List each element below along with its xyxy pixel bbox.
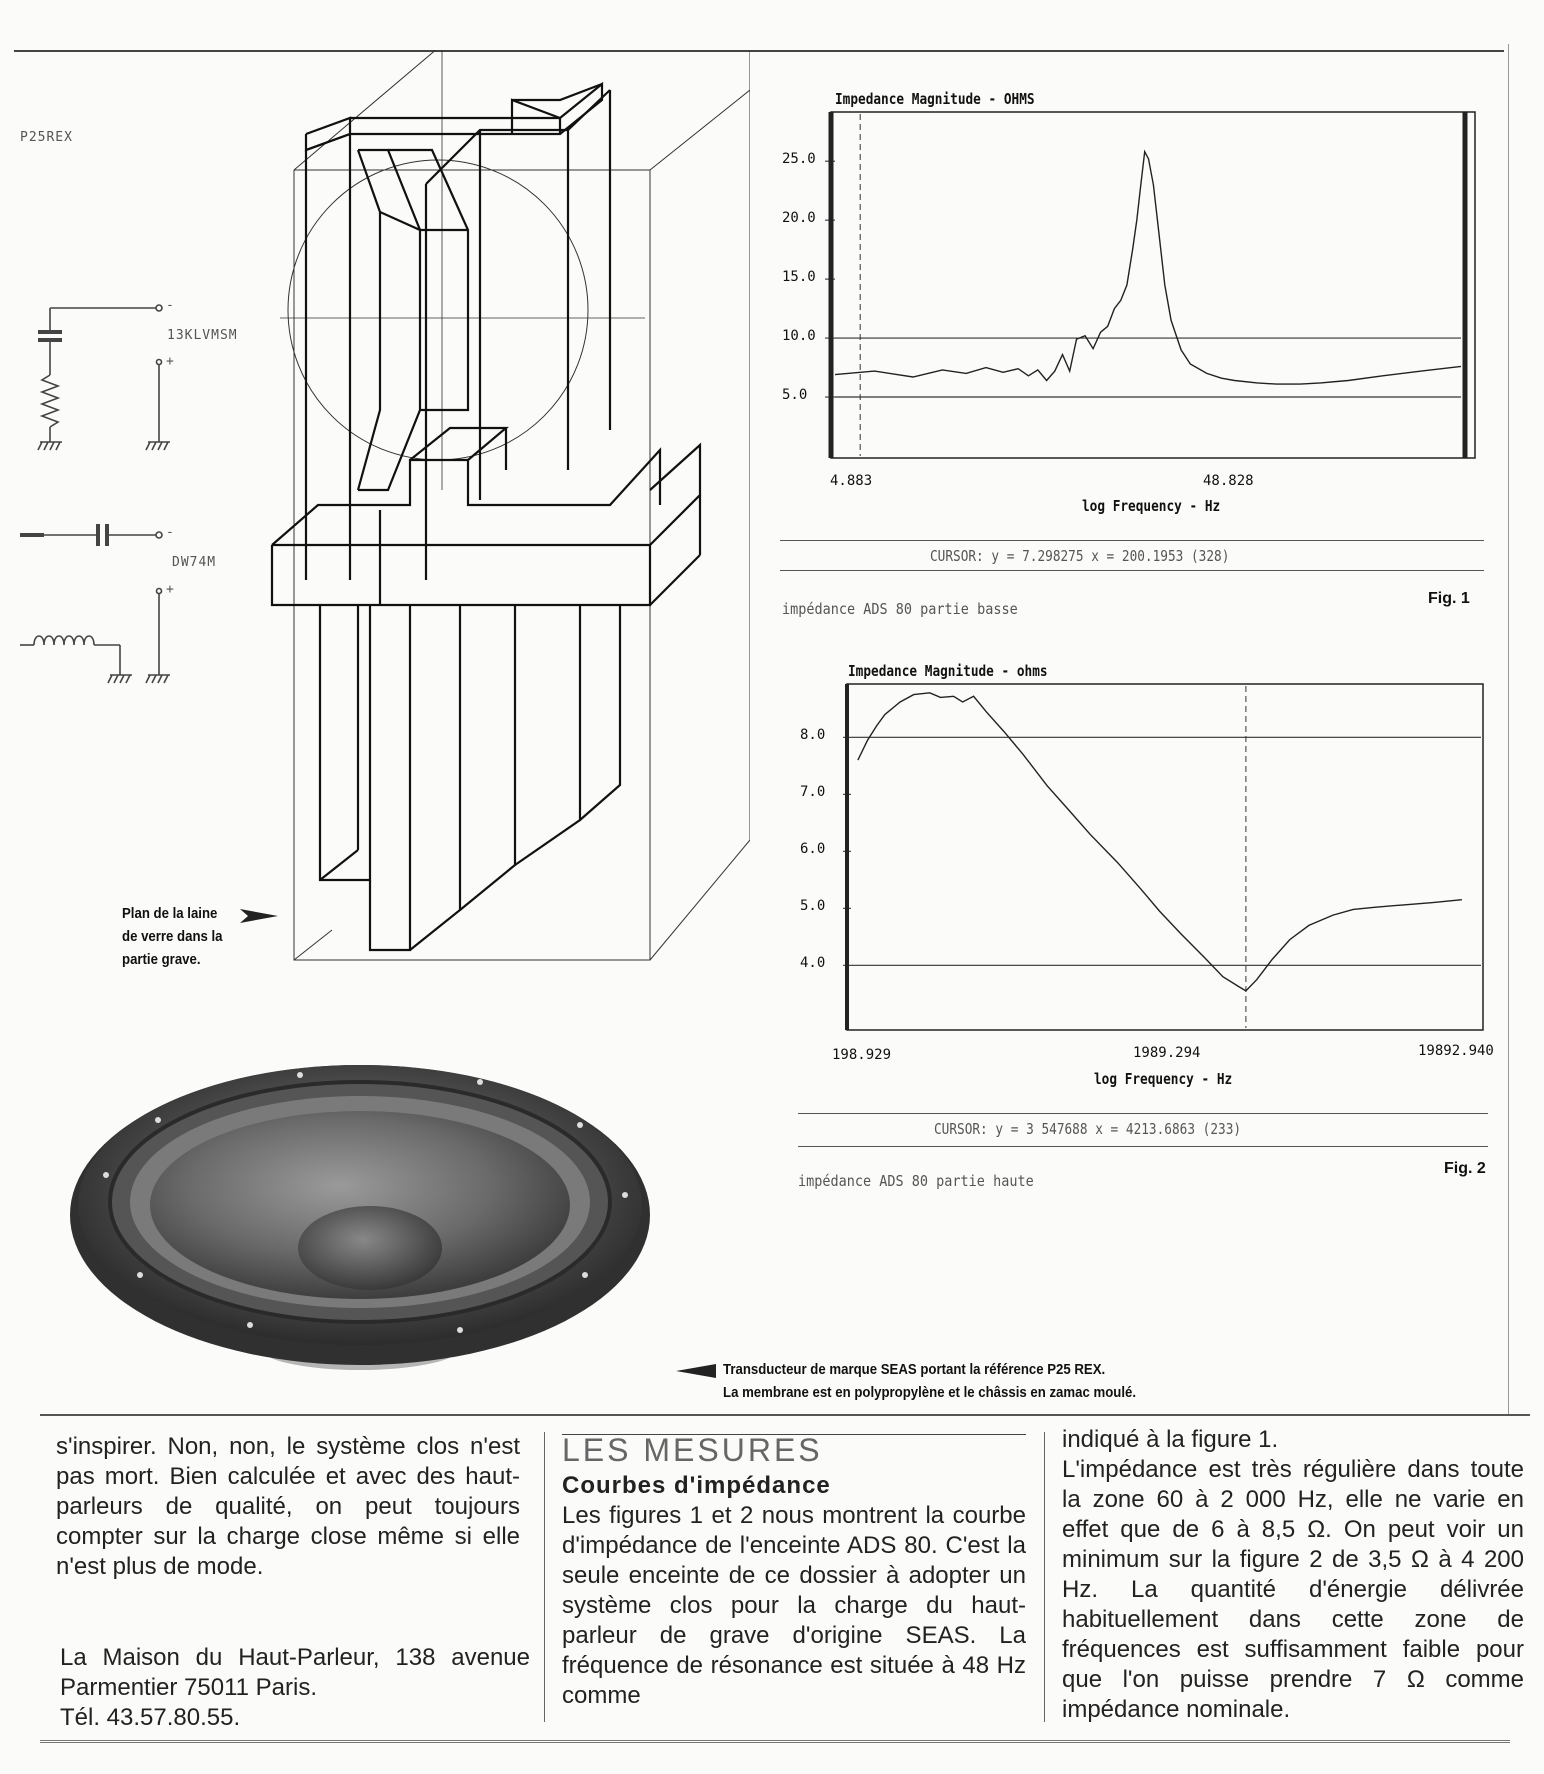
photo-caption-line: La membrane est en polypropylène et le châssis en zamac moulé. [723, 1384, 1137, 1401]
column-divider [544, 1432, 545, 1722]
crossover-schematic [0, 290, 200, 690]
paragraph: indiqué à la figure 1. [1062, 1426, 1279, 1453]
diagram-caption-line: partie grave. [122, 951, 201, 968]
speaker-photo [70, 1030, 660, 1380]
chart2-x-label: log Frequency - Hz [1094, 1070, 1233, 1088]
address-block [60, 1643, 530, 1733]
chart1-caption: impédance ADS 80 partie basse [782, 600, 1018, 618]
chart1-cursor-readout: CURSOR: y = 7.298275 x = 200.1953 (328) [930, 547, 1230, 565]
chart1-plot [825, 110, 1485, 462]
paragraph: s'inspirer. Non, non, le système clos n'est pas mort. Bien calculée et avec des haut-parleurs de qualité, on peut toujours compter sur la charge close même si elle n'est plus de mode. [56, 1433, 520, 1580]
terminal-minus: - [166, 525, 175, 540]
fig2-label: Fig. 2 [1444, 1160, 1486, 1177]
section-title: LES MESURES [562, 1432, 823, 1468]
chart2-cursor-readout: CURSOR: y = 3 547688 x = 4213.6863 (233) [934, 1120, 1242, 1138]
y-tick-label: 5.0 [782, 387, 808, 404]
paragraph: Les figures 1 et 2 nous montrent la courbe d'impédance de l'enceinte ADS 80. C'est la seule enceinte de ce dossier à adopter un système clos pour la charge du haut-parleur de grave d'origine SEAS. La fréquence de résonance est située à 48 Hz comme [562, 1502, 1026, 1709]
chart2-x-tick: 198.929 [832, 1047, 892, 1063]
subheading: Courbes d'impédance [562, 1472, 831, 1499]
y-tick-label: 20.0 [782, 210, 816, 227]
chart1-series-line [835, 152, 1461, 384]
driver-label-tweeter: DW74M [172, 555, 217, 570]
diagram-caption-line: Plan de la laine [122, 905, 218, 922]
diagram-caption-line: de verre dans la [122, 928, 223, 945]
driver-label-midrange: 13KLVMSM [167, 328, 238, 343]
y-tick-label: 6.0 [800, 841, 826, 858]
page-edge [1508, 44, 1509, 1414]
chart1-x-label: log Frequency - Hz [1082, 497, 1221, 515]
y-tick-label: 5.0 [800, 898, 826, 915]
terminal-plus: + [166, 354, 175, 369]
terminal-plus: + [166, 582, 175, 597]
photo-caption-line: Transducteur de marque SEAS portant la référence P25 REX. [723, 1361, 1106, 1378]
arrow-right-icon [240, 905, 300, 927]
diagram-caption [122, 902, 223, 971]
text-column-2 [562, 1434, 1026, 1711]
section-heading-box [562, 1432, 1026, 1468]
chart2-x-tick: 1989.294 [1133, 1045, 1201, 1061]
chart1-cursor-rule [780, 540, 1484, 541]
text-column-1 [56, 1432, 520, 1582]
shop-address: La Maison du Haut-Parleur, 138 avenue Parmentier 75011 Paris. [60, 1644, 530, 1701]
chart2-plot [843, 682, 1485, 1034]
chart1-x-tick: 4.883 [830, 473, 873, 489]
chart2-x-tick: 19892.940 [1418, 1043, 1494, 1059]
chart1-title: Impedance Magnitude - OHMS [835, 90, 1035, 108]
y-tick-label: 7.0 [800, 784, 826, 801]
chart1-x-tick: 48.828 [1203, 473, 1254, 489]
shop-phone: Tél. 43.57.80.55. [60, 1704, 241, 1731]
chart2-cursor-rule [798, 1146, 1488, 1147]
top-rule [14, 50, 1504, 52]
photo-caption [723, 1358, 1136, 1404]
y-tick-label: 25.0 [782, 151, 816, 168]
y-tick-label: 15.0 [782, 269, 816, 286]
bottom-rule [40, 1740, 1510, 1743]
arrow-left-icon [676, 1363, 716, 1379]
terminal-minus: - [166, 298, 175, 313]
chart1-cursor-rule [780, 570, 1484, 571]
paragraph: L'impédance est très régulière dans toute la zone 60 à 2 000 Hz, elle ne varie en effet que de 6 à 8,5 Ω. On peut voir un minimum sur la figure 2 de 3,5 Ω à 4 200 Hz. La quantité d'énergie délivrée habituellement dans cette zone de fréquences est suffisamment faible pour que l'on puisse prendre 7 Ω comme impédance nominale. [1062, 1456, 1524, 1723]
fig1-label: Fig. 1 [1428, 590, 1470, 607]
enclosure-diagram [270, 50, 750, 975]
chart2-cursor-rule [798, 1113, 1488, 1114]
chart2-title: Impedance Magnitude - ohms [848, 662, 1048, 680]
y-tick-label: 4.0 [800, 955, 826, 972]
text-column-3 [1062, 1425, 1524, 1725]
y-tick-label: 8.0 [800, 727, 826, 744]
section-rule [40, 1414, 1530, 1416]
driver-label-woofer: P25REX [20, 130, 73, 145]
column-divider [1044, 1432, 1045, 1722]
chart2-caption: impédance ADS 80 partie haute [798, 1172, 1034, 1190]
y-tick-label: 10.0 [782, 328, 816, 345]
